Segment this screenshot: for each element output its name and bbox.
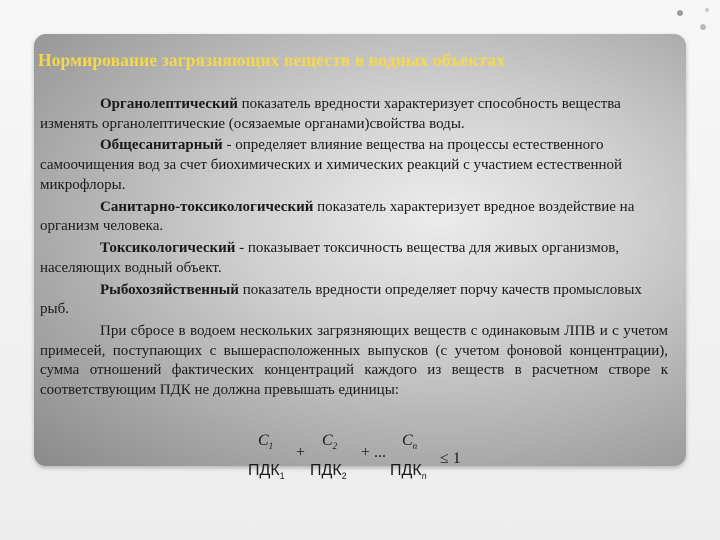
body-text [40,95,668,403]
paragraph-discharge-rule [40,322,668,400]
paragraph-fishery [40,281,668,320]
paragraph-general-sanitary [40,136,668,195]
formula-denn-sub: n [421,471,427,482]
paragraph-general-sanitary-text: - определяет влияние вещества на процессы естественного самоочищения вод за счет биохимических и химических реакций с участием естественной микрофлоры. [40,137,623,193]
paragraph-toxicological [40,239,668,278]
paragraph-discharge-rule-text: При сбросе в водоем нескольких загрязняющих веществ с одинаковым ЛПВ и с учетом примесей, поступающих с вышерасположенных выпусков (с учетом фоновой концентрации), сумма отношений фактических концентраций каждого из веществ в расчетном створе к соответствующим ПДК не должна превышать единицы: [40,323,668,398]
term-general-sanitary: Общесанитарный [100,137,223,154]
corner-dot-small [705,8,709,12]
formula-num1-symbol: C [258,432,269,449]
term-toxicological: Токсикологический [100,240,236,257]
paragraph-sanitary-toxicological-text: показатель характеризует вредное воздействие на организм человека. [40,198,635,235]
formula-den1-symbol: ПДК [248,462,280,479]
corner-dot-mid [700,24,706,30]
formula-numn-sub: n [412,441,418,452]
paragraph-organoleptic-text: показатель вредности характеризует способность вещества изменять органолептические (осязаемые органами)свойства воды. [40,96,621,132]
formula-num2-sub: 2 [332,441,338,452]
formula-numn-symbol: C [402,432,413,449]
formula-plus-ellipsis: + ... [361,444,387,461]
formula-den2-sub: 2 [341,471,347,482]
paragraph-sanitary-toxicological [40,198,668,237]
formula-den2-symbol: ПДК [310,462,342,479]
paragraph-fishery-text: показатель вредности определяет порчу качеств промысловых рыб. [40,281,642,318]
formula-plus-1: + [296,444,306,461]
formula-num2-symbol: C [322,432,333,449]
paragraph-organoleptic [40,95,668,134]
term-organoleptic: Органолептический [100,96,238,112]
term-fishery: Рыбохозяйственный [100,281,239,298]
slide-title: Нормирование загрязняющих веществ в водных объектах [38,50,506,70]
term-sanitary-toxicological: Санитарно-токсикологический [100,198,314,215]
paragraph-toxicological-text: - показывает токсичность вещества для живых организмов, населяющих водный объект. [40,240,620,276]
formula-relation: ≤ 1 [440,450,461,467]
corner-dot-top [677,10,683,16]
formula-denn-symbol: ПДК [390,462,422,479]
formula-num1-sub: 1 [268,441,274,452]
formula-den1-sub: 1 [279,471,285,482]
